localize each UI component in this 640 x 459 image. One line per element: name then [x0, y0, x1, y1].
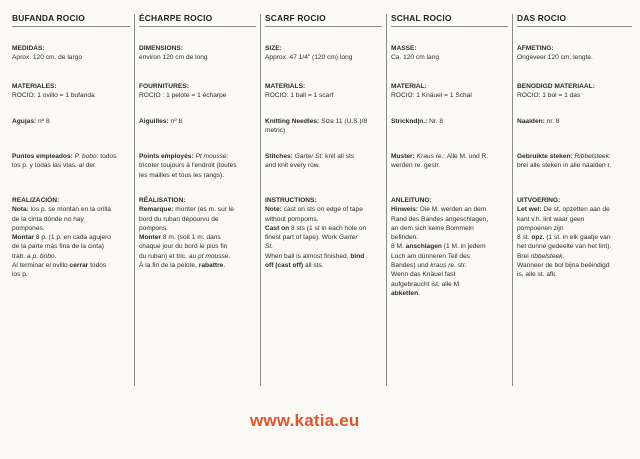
- instruction-text: het dunne gedeelte van het lint).: [517, 243, 612, 251]
- materials-section: [391, 82, 508, 101]
- instruction-text: kant v.h. lint waar geen: [517, 215, 585, 223]
- stitches-section: [139, 152, 256, 180]
- title-divider: [12, 26, 130, 27]
- size-section: [517, 44, 632, 63]
- cast-on-label: Montar: [12, 234, 34, 242]
- instruction-text: pompoenen zijn: [517, 224, 564, 232]
- materials-text: ROCIO: 1 ball = 1 scarf: [265, 92, 334, 100]
- stitches-section: [12, 152, 130, 171]
- size-heading: AFMETING:: [517, 45, 554, 52]
- needles-label: Knitting Needles:: [265, 118, 320, 125]
- instruction-text: (1 M. in jedem: [443, 243, 486, 251]
- instruction-text: aufgebraucht ist, alle M.: [391, 280, 462, 288]
- instructions-section: RÉALISATION: Remarque: monter (es m. sur le bord du ruban dépourvu de pompons. Monter 8 m. (soit 1 m. dans chaque jour du bord le plus fin du ruban) et tric. au pt mousse. À la fin de la pelote, rabattre.: [139, 196, 256, 270]
- instruction-text: los p.: [12, 271, 28, 279]
- stitch-name: pt mousse: [198, 252, 229, 260]
- instruction-text: monter (es m. sur le: [175, 206, 234, 214]
- instruction-text: todos: [90, 262, 107, 270]
- instruction-text: befinden.: [391, 234, 419, 242]
- stitch-desc: brei alle steken in alle naalden r.: [517, 162, 612, 170]
- instruction-text: all sts.: [304, 262, 324, 270]
- stitch-desc: knit all sts: [325, 153, 355, 160]
- instruction-text: Die M. werden an dem: [419, 206, 487, 214]
- instruction-text: Rand des Bandes angeschlagen,: [391, 215, 489, 223]
- stitches-section: [265, 152, 382, 171]
- instructions-heading: REALIZACIÓN:: [12, 197, 60, 204]
- instruction-text: de la cinta dónde no hay: [12, 215, 84, 223]
- note-label: Let wel:: [517, 206, 542, 214]
- instruction-text: pompones.: [12, 224, 45, 232]
- stitches-label: Stitches:: [265, 153, 293, 160]
- needles-label: Naalden:: [517, 118, 545, 125]
- materials-text: ROCIO: 1 bol = 1 das: [517, 92, 581, 100]
- needles-section: [265, 117, 382, 136]
- cast-on-label: opz.: [531, 234, 545, 242]
- instruction-text: 8 st.: [517, 234, 530, 242]
- stitch-name: P. bobo:: [74, 153, 99, 160]
- column-title: DAS ROCIO: [517, 13, 567, 23]
- instructions-heading: ANLEITUNG:: [391, 197, 432, 204]
- stitch-desc: todos: [100, 153, 117, 160]
- stitch-name: Garter: [338, 234, 358, 242]
- instruction-text: str.: [457, 262, 467, 270]
- needles-value: metric): [265, 127, 286, 135]
- column-title: SCHAL ROCIO: [391, 13, 452, 23]
- stitch-name: p. bobo: [32, 252, 55, 260]
- column-dutch: [512, 14, 636, 386]
- note-label: Nota:: [12, 206, 29, 214]
- size-text: Ongeveer 120 cm. lengte.: [517, 54, 593, 62]
- stitch-name: Ribbelsteek:: [574, 153, 611, 160]
- materials-section: [265, 82, 382, 101]
- size-text: Approx. 47 1/4" (120 cm) long: [265, 54, 353, 62]
- column-english: [260, 14, 386, 386]
- note-label: Note:: [265, 206, 282, 214]
- size-section: [139, 44, 256, 63]
- language-columns: [6, 14, 636, 386]
- title-divider: [391, 26, 508, 27]
- note-label: Remarque:: [139, 206, 174, 214]
- bind-off-label: abketten: [391, 289, 419, 297]
- instruction-text: bord du ruban dépourvu de: [139, 215, 219, 223]
- stitch-name: kraus re.: [430, 262, 456, 270]
- instruction-text: De st. opzetten aan de: [543, 206, 610, 214]
- instruction-text: 8 p. (1 p. en cada agujero: [35, 234, 111, 242]
- instruction-text: Wenn das Knäuel fast: [391, 271, 456, 279]
- size-text: Ca. 120 cm lang: [391, 54, 440, 62]
- instruction-text: chaque jour du bord le plus fin: [139, 243, 228, 251]
- stitches-label: Gebruikte steken:: [517, 153, 573, 160]
- instruction-text: is, alle st. afk.: [517, 271, 557, 279]
- stitch-name: ribbelsteek: [530, 252, 563, 260]
- size-section: [391, 44, 508, 63]
- column-spanish: [8, 14, 134, 386]
- materials-section: [12, 82, 130, 101]
- stitch-name: St.: [265, 243, 274, 251]
- materials-section: [139, 82, 256, 101]
- column-french: [134, 14, 260, 386]
- title-divider: [517, 26, 632, 27]
- needles-label: Stricknd|n.:: [391, 118, 428, 125]
- stitches-label: Puntos empleados:: [12, 153, 73, 160]
- size-section: [12, 44, 130, 63]
- materials-heading: BENODIGD MATERIAAL:: [517, 83, 595, 90]
- stitch-name: Garter St:: [294, 153, 324, 160]
- needles-value: nr. 8: [546, 118, 560, 125]
- instruction-text: À la fin de la pelote,: [139, 262, 197, 270]
- instruction-text: Loch am dünneren Teil des: [391, 252, 471, 260]
- needles-section: [139, 117, 256, 126]
- stitch-name: Pt mousse:: [195, 153, 229, 160]
- stitch-desc: tricoter toujours à l'endroit (toutes: [139, 162, 237, 170]
- bind-off-label: cerrar: [69, 262, 89, 270]
- needles-section: [391, 117, 508, 126]
- instructions-heading: UITVOERING:: [517, 197, 561, 204]
- needles-section: [12, 117, 130, 126]
- needles-section: [517, 117, 632, 126]
- needles-label: Aiguilles:: [139, 118, 169, 125]
- stitch-desc: Alle M. und R.: [446, 153, 489, 160]
- instruction-text: du ruban) et tric. au: [139, 252, 197, 260]
- instruction-text: Al terminar el ovillo: [12, 262, 68, 270]
- stitch-desc: werden re. gestr.: [391, 162, 441, 170]
- note-label: Hinweis:: [391, 206, 419, 214]
- size-text: environ 120 cm de long: [139, 54, 208, 62]
- size-heading: MASSE:: [391, 45, 417, 52]
- instruction-text: 8 sts (1 st in each hole on: [291, 224, 367, 232]
- instruction-text: an dem sich keine Bommeln: [391, 224, 474, 232]
- needles-value: Size 11 (U.S.)/8: [321, 118, 368, 125]
- stitch-desc: les mailles et tous les rangs).: [139, 171, 225, 179]
- materials-heading: MATERIALES:: [12, 83, 57, 90]
- bind-off-label: off (cast off): [265, 262, 304, 270]
- column-title: SCARF ROCIO: [265, 13, 326, 23]
- stitch-name: Kraus re.:: [416, 153, 446, 160]
- title-divider: [139, 26, 256, 27]
- stitches-label: Points employés:: [139, 153, 194, 160]
- column-german: [386, 14, 512, 386]
- size-heading: SIZE:: [265, 45, 282, 52]
- instructions-section: UITVOERING: Let wel: De st. opzetten aan de kant v.h. lint waar geen pompoenen zijn 8 st. opz. (1 st. in elk gaatje van het dunne gedeelte van het lint). Brei ribbelsteek. Wanneer de bol bijna beëindigd is, alle st. afk.: [517, 196, 632, 280]
- materials-text: ROCIO: 1 Knäuel = 1 Schal: [391, 92, 472, 100]
- instruction-text: Wanneer de bol bijna beëindigd: [517, 262, 610, 270]
- brand-website-link[interactable]: www.katia.eu: [250, 411, 360, 430]
- instruction-text: Bandes) und: [391, 262, 429, 270]
- materials-section: [517, 82, 632, 101]
- instruction-text: cast on sts on edge of tape: [283, 206, 363, 214]
- instructions-section: [265, 196, 382, 270]
- instruction-text: pompons.: [139, 224, 168, 232]
- stitches-section: [391, 152, 508, 171]
- title-divider: [265, 26, 382, 27]
- cast-on-label: anschlagen: [405, 243, 442, 251]
- instruction-text: finest part of tape). Work: [265, 234, 338, 242]
- instruction-text: 8 m. (soit 1 m. dans: [162, 234, 221, 242]
- size-section: [265, 44, 382, 63]
- instructions-heading: INSTRUCTIONS:: [265, 197, 317, 204]
- column-title: ÉCHARPE ROCIO: [139, 13, 213, 23]
- instruction-text: 8 M.: [391, 243, 404, 251]
- stitches-label: Muster:: [391, 153, 415, 160]
- materials-text: ROCIO: 1 ovillo = 1 bufanda: [12, 92, 95, 100]
- needles-label: Agujas:: [12, 118, 37, 125]
- materials-text: ROCIO : 1 pelote = 1 écharpe: [139, 92, 227, 100]
- instructions-heading: RÉALISATION:: [139, 197, 186, 204]
- instruction-text: Brei: [517, 252, 529, 260]
- cast-on-label: Cast on: [265, 224, 290, 232]
- instructions-section: ANLEITUNG: Hinweis: Die M. werden an dem Rand des Bandes angeschlagen, an dem sich keine Bommeln befinden. 8 M. anschlagen (1 M. in jedem Loch am dünneren Teil des Bandes) und kraus re. str. Wenn das Knäuel fast aufgebraucht ist, alle M. abketten.: [391, 196, 508, 298]
- instructions-section: REALIZACIÓN: Nota: los p. se montan en la orilla de la cinta dónde no hay pompones. Montar 8 p. (1 p. en cada agujero de la parte más fina de la cinta) trab. a p. bobo. Al terminar el ovillo cerrar todos los p.: [12, 196, 130, 280]
- bind-off-label: rabattre: [198, 262, 224, 270]
- instruction-text: trab. a: [12, 252, 31, 260]
- instruction-text: When ball is almost finished,: [265, 252, 349, 260]
- instruction-text: los p. se montan en la orilla: [30, 206, 111, 214]
- cast-on-label: Monter: [139, 234, 161, 242]
- column-title: BUFANDA ROCIO: [12, 13, 86, 23]
- needles-value: Nr. 8: [429, 118, 444, 125]
- size-heading: MEDIDAS:: [12, 45, 45, 52]
- bind-off-label: bind: [350, 252, 365, 260]
- needles-value: nº 8: [170, 118, 183, 125]
- stitches-section: [517, 152, 632, 171]
- materials-heading: MATERIALS:: [265, 83, 306, 90]
- materials-heading: MATERIAL:: [391, 83, 427, 90]
- materials-heading: FOURNITURES:: [139, 83, 189, 90]
- stitch-desc: and knit every row.: [265, 162, 320, 170]
- instruction-text: de la parte más fina de la cinta): [12, 243, 104, 251]
- size-text: Aprox. 120 cm. de largo: [12, 54, 83, 62]
- stitch-desc: los p. y todas las vtas. al der.: [12, 162, 97, 170]
- instruction-text: (1 st. in elk gaatje van: [546, 234, 611, 242]
- instruction-text: without pompoms.: [265, 215, 319, 223]
- size-heading: DIMENSIONS:: [139, 45, 183, 52]
- needles-value: nº 8: [38, 118, 50, 125]
